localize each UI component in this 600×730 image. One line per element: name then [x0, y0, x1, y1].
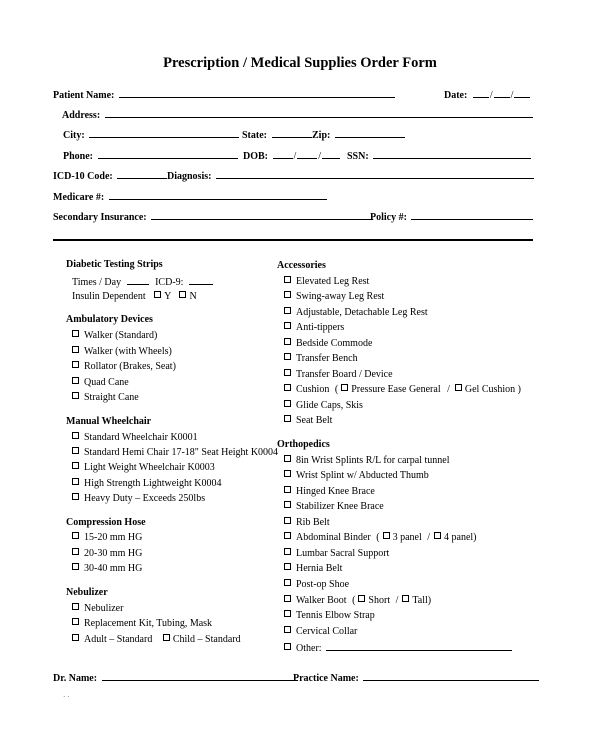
list-item[interactable]: Glide Caps, Skis: [284, 400, 363, 411]
compression-hose-title: Compression Hose: [66, 517, 146, 528]
walker-boot-checkbox[interactable]: [284, 595, 291, 602]
dr-name-label: Dr. Name:: [53, 673, 98, 684]
list-item[interactable]: Bedside Commode: [284, 338, 372, 349]
checkbox[interactable]: [284, 486, 291, 493]
address-field[interactable]: [105, 108, 533, 118]
list-item[interactable]: Straight Cane: [72, 392, 139, 403]
icd9-field[interactable]: [189, 275, 213, 285]
date-label: Date:: [444, 90, 468, 101]
times-day-row: [72, 275, 213, 288]
child-label: Child – Standard: [172, 634, 241, 645]
list-item[interactable]: Seat Belt: [284, 415, 332, 426]
ssn-field[interactable]: [373, 149, 531, 159]
checkbox[interactable]: [72, 462, 79, 469]
medicare-label: Medicare #:: [53, 192, 105, 203]
checkbox[interactable]: [284, 415, 291, 422]
policy-label: Policy #:: [370, 212, 407, 223]
state-label: State:: [242, 130, 267, 141]
times-day-label: Times / Day: [72, 277, 122, 288]
list-item[interactable]: Elevated Leg Rest: [284, 276, 369, 287]
four-panel-label: 4 panel): [444, 532, 477, 543]
footer-fragment: · ·: [63, 693, 70, 701]
gel-cushion-label: Gel Cushion ): [464, 384, 521, 395]
checkbox[interactable]: [284, 626, 291, 633]
date-year-field[interactable]: [514, 88, 530, 98]
diagnosis-row: [167, 169, 534, 182]
list-item[interactable]: 20-30 mm HG: [72, 548, 142, 559]
icd-field[interactable]: [117, 169, 167, 179]
tall-checkbox[interactable]: [402, 595, 409, 602]
other-checkbox[interactable]: [284, 643, 291, 650]
practice-name-row: [293, 671, 539, 684]
checkbox[interactable]: [284, 455, 291, 462]
list-item[interactable]: Anti-tippers: [284, 322, 344, 333]
checkbox[interactable]: [72, 330, 79, 337]
list-item[interactable]: Light Weight Wheelchair K0003: [72, 462, 215, 473]
checkbox[interactable]: [72, 432, 79, 439]
checkbox[interactable]: [72, 563, 79, 570]
list-item[interactable]: Rib Belt: [284, 517, 330, 528]
checkbox[interactable]: [72, 603, 79, 610]
list-item[interactable]: Stabilizer Knee Brace: [284, 501, 384, 512]
medicare-field[interactable]: [109, 190, 327, 200]
list-item[interactable]: Heavy Duty – Exceeds 250lbs: [72, 493, 205, 504]
nebulizer-adult-child-row: [72, 634, 241, 645]
four-panel-checkbox[interactable]: [434, 532, 441, 539]
phone-row: [63, 149, 238, 162]
zip-row: [312, 128, 405, 141]
short-label: Short: [368, 595, 391, 606]
three-panel-label: 3 panel: [392, 532, 422, 543]
dob-month-field[interactable]: [273, 149, 293, 159]
checkbox[interactable]: [72, 618, 79, 625]
checkbox[interactable]: [72, 493, 79, 500]
checkbox[interactable]: [284, 517, 291, 524]
list-item[interactable]: Replacement Kit, Tubing, Mask: [72, 618, 212, 629]
dr-name-row: [53, 671, 298, 684]
accessories-title: Accessories: [277, 260, 326, 271]
insulin-row: [72, 291, 197, 302]
date-month-field[interactable]: [473, 88, 489, 98]
three-panel-checkbox[interactable]: [383, 532, 390, 539]
phone-field[interactable]: [98, 149, 238, 159]
pressure-ease-label: Pressure Ease General: [351, 384, 441, 395]
list-item[interactable]: Post-op Shoe: [284, 579, 349, 590]
list-item[interactable]: Walker (with Wheels): [72, 346, 172, 357]
dob-year-field[interactable]: [322, 149, 340, 159]
insulin-yes-label: Y: [164, 291, 171, 302]
cushion-row: Cushion ( Pressure Ease General / Gel Cushion ): [284, 384, 521, 395]
list-item[interactable]: 15-20 mm HG: [72, 532, 142, 543]
checkbox[interactable]: [72, 548, 79, 555]
medicare-row: [53, 190, 327, 203]
child-checkbox[interactable]: [163, 634, 170, 641]
insulin-yes-checkbox[interactable]: [154, 291, 161, 298]
checkbox[interactable]: [284, 353, 291, 360]
list-item[interactable]: Adjustable, Detachable Leg Rest: [284, 307, 428, 318]
patient-name-field[interactable]: [119, 88, 395, 98]
gel-cushion-checkbox[interactable]: [455, 384, 462, 391]
list-item[interactable]: Wrist Splint w/ Abducted Thumb: [284, 470, 429, 481]
list-item[interactable]: Swing-away Leg Rest: [284, 291, 384, 302]
list-item[interactable]: Standard Wheelchair K0001: [72, 432, 198, 443]
list-item[interactable]: Transfer Bench: [284, 353, 358, 364]
city-row: [63, 128, 239, 141]
address-label: Address:: [62, 110, 101, 121]
patient-name-row: [53, 88, 395, 101]
phone-label: Phone:: [63, 151, 93, 162]
policy-field[interactable]: [411, 210, 533, 220]
checkbox[interactable]: [284, 610, 291, 617]
list-item[interactable]: 8in Wrist Splints R/L for carpal tunnel: [284, 455, 449, 466]
address-row: [62, 108, 533, 121]
checkbox[interactable]: [284, 291, 291, 298]
date-row: Date: / /: [444, 88, 530, 101]
form-title: Prescription / Medical Supplies Order Form: [163, 55, 437, 71]
icd9-label: ICD-9:: [155, 277, 184, 288]
other-label: Other:: [296, 643, 322, 654]
icd-label: ICD-10 Code:: [53, 171, 113, 182]
checkbox[interactable]: [284, 579, 291, 586]
list-item[interactable]: Quad Cane: [72, 377, 129, 388]
diagnosis-field[interactable]: [216, 169, 534, 179]
walker-boot-label: Walker Boot: [296, 595, 347, 606]
date-day-field[interactable]: [494, 88, 510, 98]
list-item[interactable]: Standard Hemi Chair 17-18" Seat Height K0004: [72, 447, 278, 458]
ambulatory-title: Ambulatory Devices: [66, 314, 153, 325]
patient-name-label: Patient Name:: [53, 90, 115, 101]
insulin-no-label: N: [189, 291, 197, 302]
checkbox[interactable]: [72, 377, 79, 384]
checkbox[interactable]: [72, 478, 79, 485]
list-item[interactable]: Rollator (Brakes, Seat): [72, 361, 176, 372]
abdominal-binder-checkbox[interactable]: [284, 532, 291, 539]
insulin-label: Insulin Dependent: [72, 291, 146, 302]
list-item[interactable]: High Strength Lightweight K0004: [72, 478, 222, 489]
policy-row: [370, 210, 533, 223]
wheelchair-title: Manual Wheelchair: [66, 416, 152, 427]
diabetic-strips-title: Diabetic Testing Strips: [66, 259, 163, 270]
practice-name-field[interactable]: [363, 671, 539, 681]
dr-name-field[interactable]: [102, 671, 298, 681]
checkbox[interactable]: [72, 346, 79, 353]
list-item[interactable]: Lumbar Sacral Support: [284, 548, 389, 559]
checkbox[interactable]: [284, 307, 291, 314]
zip-label: Zip:: [312, 130, 331, 141]
checkbox[interactable]: [284, 470, 291, 477]
city-label: City:: [63, 130, 85, 141]
tall-label: Tall): [412, 595, 432, 606]
list-item[interactable]: Hinged Knee Brace: [284, 486, 375, 497]
icd-row: [53, 169, 167, 182]
nebulizer-title: Nebulizer: [66, 587, 108, 598]
abdominal-binder-row: Abdominal Binder ( 3 panel / 4 panel): [284, 532, 477, 543]
list-item[interactable]: Hernia Belt: [284, 563, 342, 574]
checkbox[interactable]: [284, 563, 291, 570]
times-day-field[interactable]: [127, 275, 149, 285]
checkbox[interactable]: [72, 447, 79, 454]
checkbox[interactable]: [284, 501, 291, 508]
cushion-label: Cushion: [296, 384, 330, 395]
checkbox[interactable]: [72, 392, 79, 399]
dob-day-field[interactable]: [297, 149, 317, 159]
state-field[interactable]: [272, 128, 312, 138]
ssn-row: [347, 149, 531, 162]
checkbox[interactable]: [284, 322, 291, 329]
walker-boot-row: Walker Boot ( Short / Tall): [284, 595, 431, 606]
practice-name-label: Practice Name:: [293, 673, 359, 684]
adult-checkbox[interactable]: [72, 634, 79, 641]
adult-label: Adult – Standard: [84, 634, 153, 645]
city-field[interactable]: [89, 128, 239, 138]
short-checkbox[interactable]: [358, 595, 365, 602]
checkbox[interactable]: [72, 361, 79, 368]
list-item[interactable]: Walker (Standard): [72, 330, 157, 341]
state-row: [242, 128, 312, 141]
checkbox[interactable]: [284, 369, 291, 376]
secondary-insurance-label: Secondary Insurance:: [53, 212, 147, 223]
checkbox[interactable]: [284, 276, 291, 283]
zip-field[interactable]: [335, 128, 405, 138]
orthopedics-title: Orthopedics: [277, 439, 330, 450]
checkbox[interactable]: [284, 548, 291, 555]
list-item[interactable]: Cervical Collar: [284, 626, 357, 637]
other-row: [284, 641, 512, 654]
cushion-checkbox[interactable]: [284, 384, 291, 391]
abdominal-binder-label: Abdominal Binder: [296, 532, 371, 543]
list-item[interactable]: 30-40 mm HG: [72, 563, 142, 574]
header-divider: [53, 239, 533, 241]
diagnosis-label: Diagnosis:: [167, 171, 212, 182]
checkbox[interactable]: [284, 400, 291, 407]
secondary-insurance-row: [53, 210, 373, 223]
ssn-label: SSN:: [347, 151, 369, 162]
checkbox[interactable]: [284, 338, 291, 345]
dob-label: DOB:: [243, 151, 268, 162]
other-field[interactable]: [326, 641, 512, 651]
secondary-insurance-field[interactable]: [151, 210, 373, 220]
pressure-ease-checkbox[interactable]: [341, 384, 348, 391]
dob-row: DOB: / /: [243, 149, 340, 162]
list-item[interactable]: Transfer Board / Device: [284, 369, 393, 380]
list-item[interactable]: Nebulizer: [72, 603, 123, 614]
list-item[interactable]: Tennis Elbow Strap: [284, 610, 375, 621]
checkbox[interactable]: [72, 532, 79, 539]
insulin-no-checkbox[interactable]: [179, 291, 186, 298]
